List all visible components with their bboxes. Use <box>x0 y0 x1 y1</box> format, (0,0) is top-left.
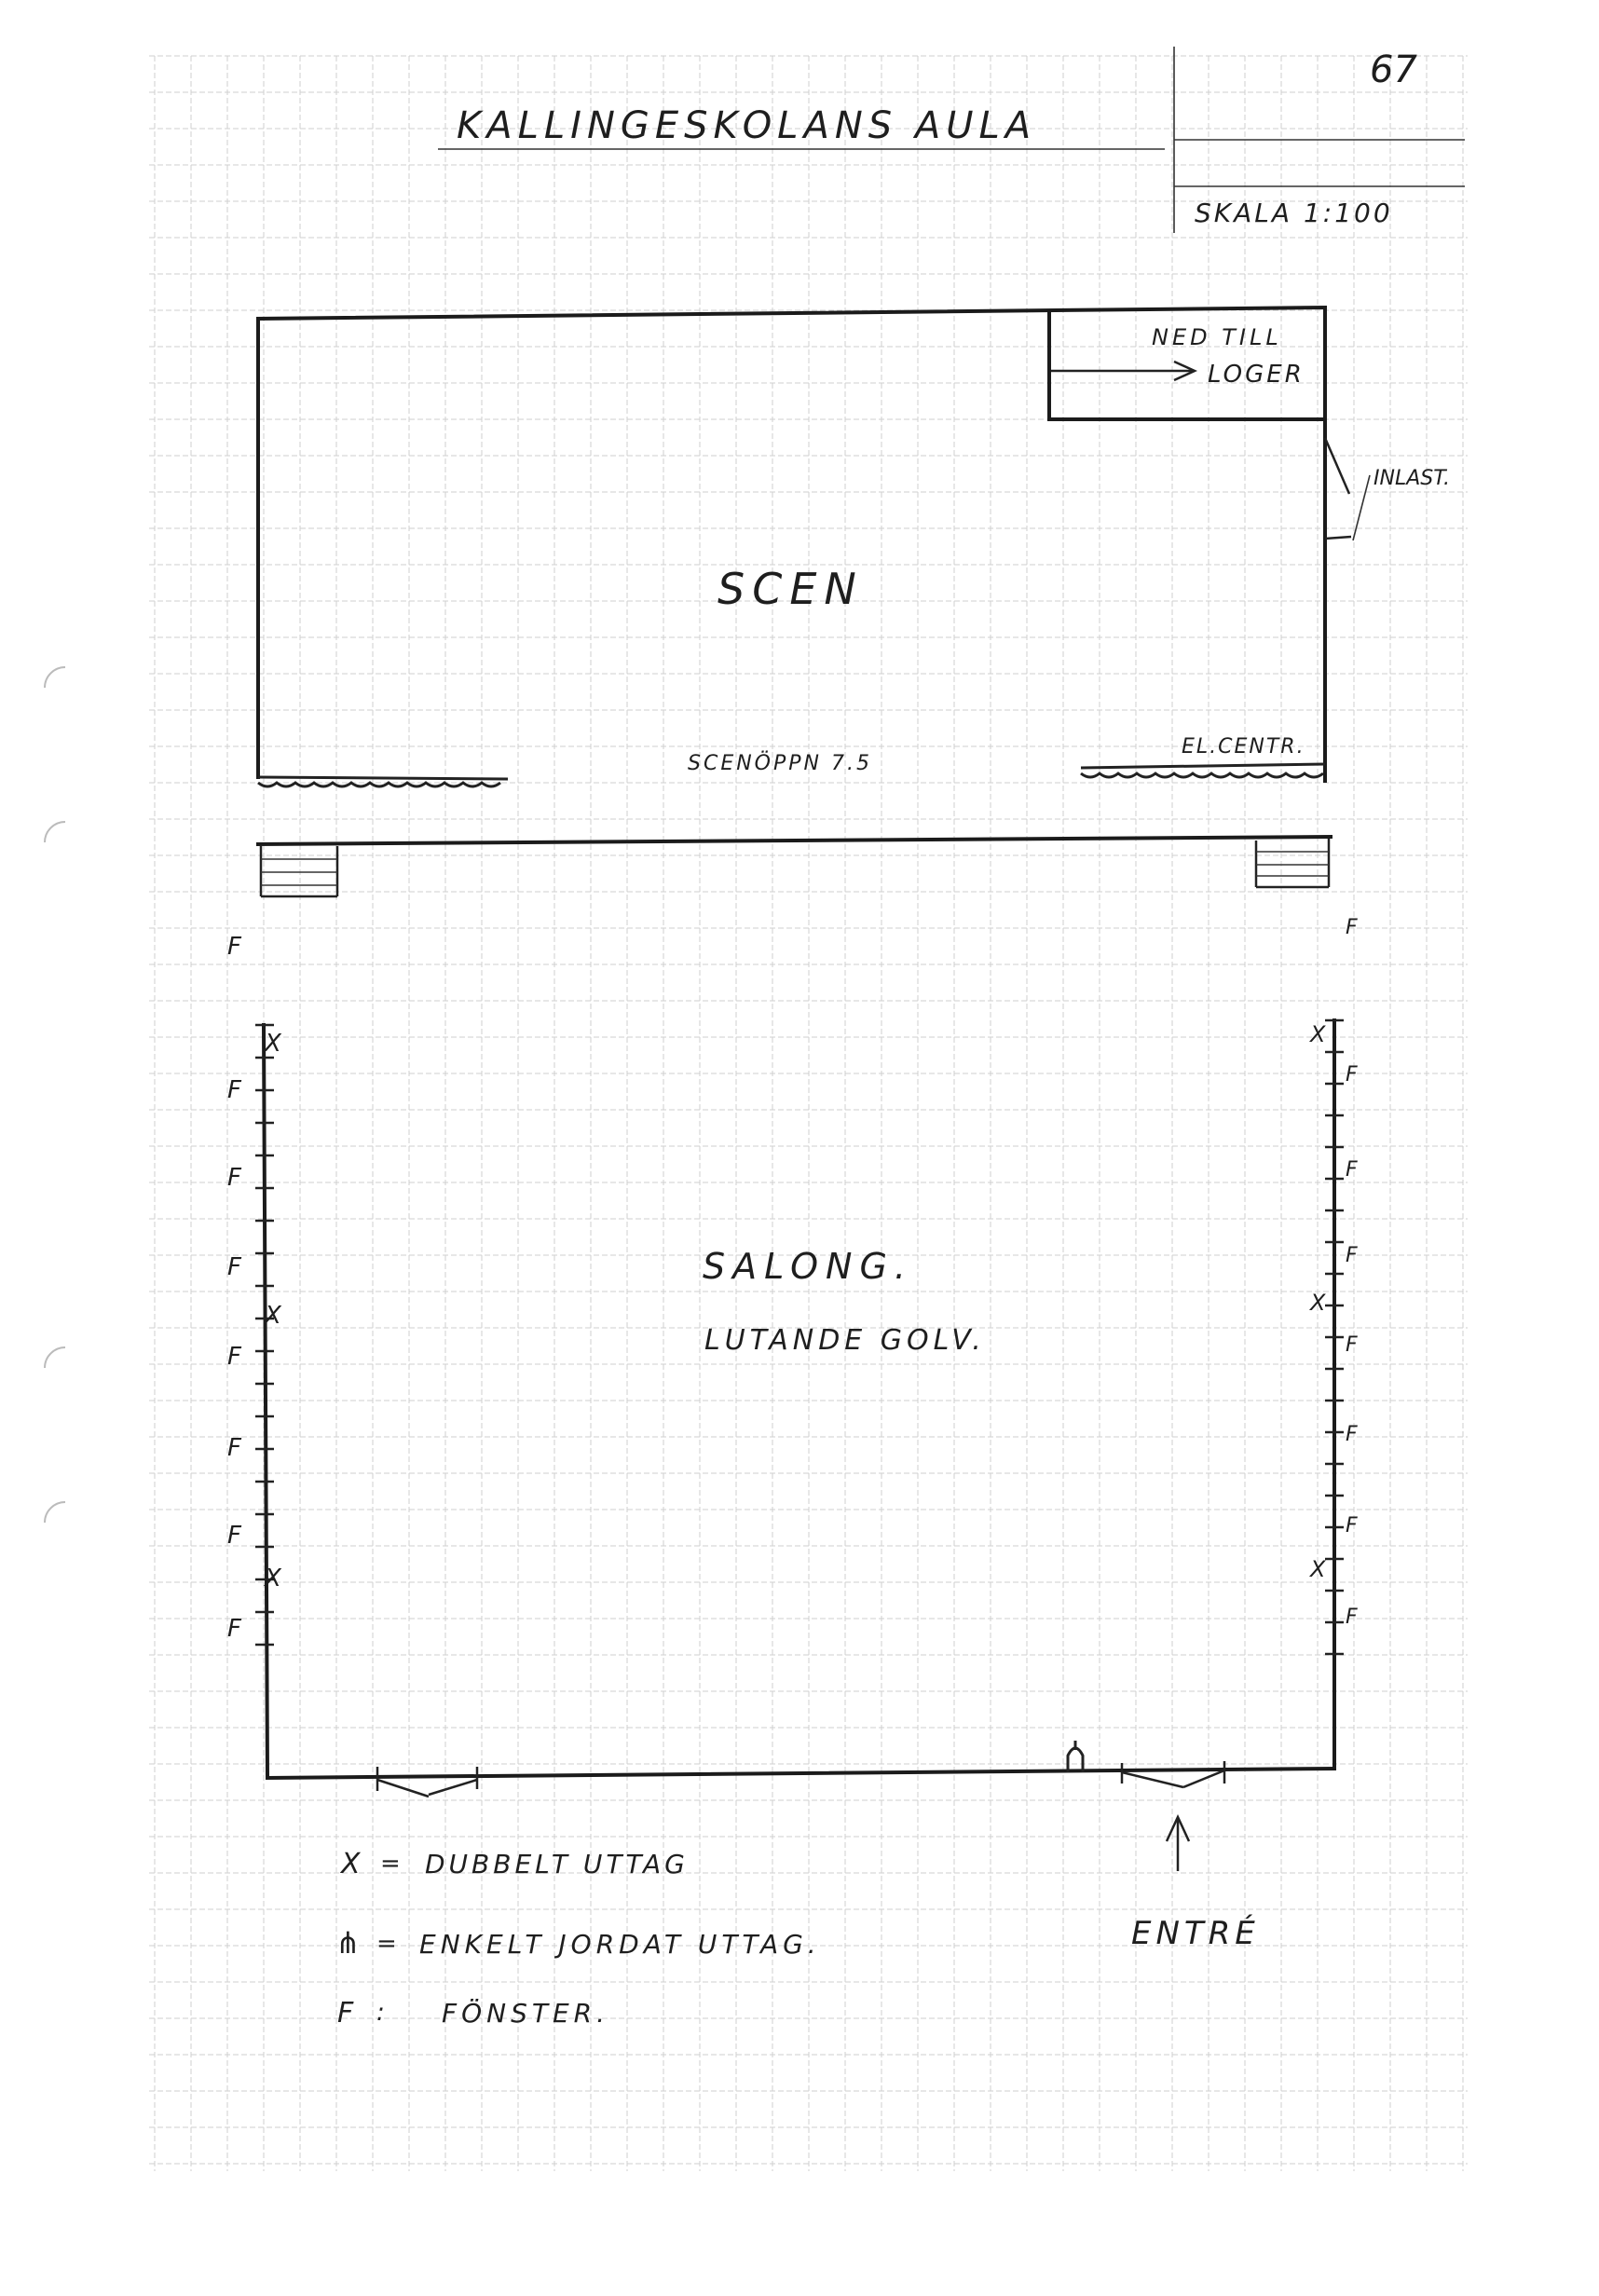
double-outlet-marker: X <box>1310 1290 1326 1316</box>
door-leaf <box>429 1780 477 1795</box>
door-leaf <box>1122 1772 1183 1787</box>
inlast-label: INLAST. <box>1374 467 1451 490</box>
entrance-label: ENTRÉ <box>1131 1915 1260 1952</box>
legend-item-single-grounded-outlet <box>335 1925 821 1961</box>
legend-symbol: F <box>337 1997 354 2030</box>
legend-item-window <box>337 1997 609 2030</box>
legend-symbol: ⋔ <box>335 1925 361 1961</box>
double-outlet-marker: X <box>265 1565 281 1592</box>
door-entrance <box>1122 1761 1224 1787</box>
window-marker: F <box>1346 1063 1358 1086</box>
title-block <box>438 47 1465 233</box>
stage-front-edge <box>258 837 1331 844</box>
loger-label: LOGER <box>1208 361 1305 389</box>
window-marker: F <box>1346 1158 1358 1182</box>
window-marker: F <box>1346 1606 1358 1629</box>
legend-separator: : <box>376 1999 385 2027</box>
binder-hole <box>45 1347 65 1368</box>
page-number: 67 <box>1370 48 1417 91</box>
ned-till-label: NED TILL <box>1152 324 1282 350</box>
double-outlet-marker: X <box>265 1030 281 1058</box>
drawing-title: KALLINGESKOLANS AULA <box>457 104 1037 147</box>
loading-door <box>1325 438 1349 494</box>
double-outlet-marker: X <box>265 1302 281 1330</box>
hall-wall-left <box>264 1025 267 1776</box>
loading-door-jamb <box>1325 537 1351 539</box>
binder-hole <box>45 822 65 842</box>
window-marker: F <box>227 1434 241 1462</box>
stage-opening-label: SCENÖPPN 7.5 <box>688 752 872 775</box>
window-marker: F <box>1346 916 1358 939</box>
legend-item-double-outlet <box>339 1848 689 1880</box>
legend-text: DUBBELT UTTAG <box>425 1849 689 1879</box>
legend <box>335 1848 821 2030</box>
window-marker: F <box>227 933 241 961</box>
hall-label: SALONG. <box>703 1246 913 1287</box>
electrical-center-label: EL.CENTR. <box>1182 735 1305 758</box>
building-outline <box>258 308 1370 1871</box>
right-wall-divisions <box>1325 1020 1344 1654</box>
door-leaf <box>377 1780 429 1797</box>
double-outlet-marker: X <box>1310 1556 1326 1582</box>
window-marker: F <box>227 1253 241 1281</box>
binder-holes <box>45 667 65 1523</box>
window-marker: F <box>1346 1333 1358 1357</box>
window-marker: F <box>227 1164 241 1192</box>
window-marker: F <box>227 1076 241 1104</box>
hall-wall-bottom <box>267 1769 1334 1778</box>
binder-hole <box>45 1502 65 1523</box>
legend-text: FÖNSTER. <box>442 1998 610 2029</box>
single-grounded-outlet-icon <box>1068 1741 1083 1772</box>
inlast-leader <box>1353 475 1370 540</box>
stairs-left <box>261 846 337 896</box>
window-marker: F <box>227 1615 241 1643</box>
legend-text: ENKELT JORDAT UTTAG. <box>419 1929 821 1960</box>
door-left <box>377 1767 477 1797</box>
binder-hole <box>45 667 65 688</box>
curtain-left <box>258 777 508 786</box>
stage-label: SCEN <box>718 564 864 614</box>
window-marker: F <box>1346 1244 1358 1267</box>
curtain-right <box>1081 764 1325 777</box>
legend-separator: = <box>380 1850 401 1878</box>
legend-separator: = <box>376 1930 397 1958</box>
door-leaf <box>1183 1770 1224 1787</box>
double-outlet-marker: X <box>1310 1021 1326 1047</box>
sloping-floor-label: LUTANDE GOLV. <box>704 1324 986 1357</box>
window-marker: F <box>1346 1514 1358 1538</box>
scale-label: SKALA 1:100 <box>1195 198 1393 228</box>
window-marker: F <box>227 1522 241 1550</box>
window-marker: F <box>1346 1423 1358 1446</box>
legend-symbol: X <box>341 1848 361 1880</box>
window-marker: F <box>227 1343 241 1371</box>
